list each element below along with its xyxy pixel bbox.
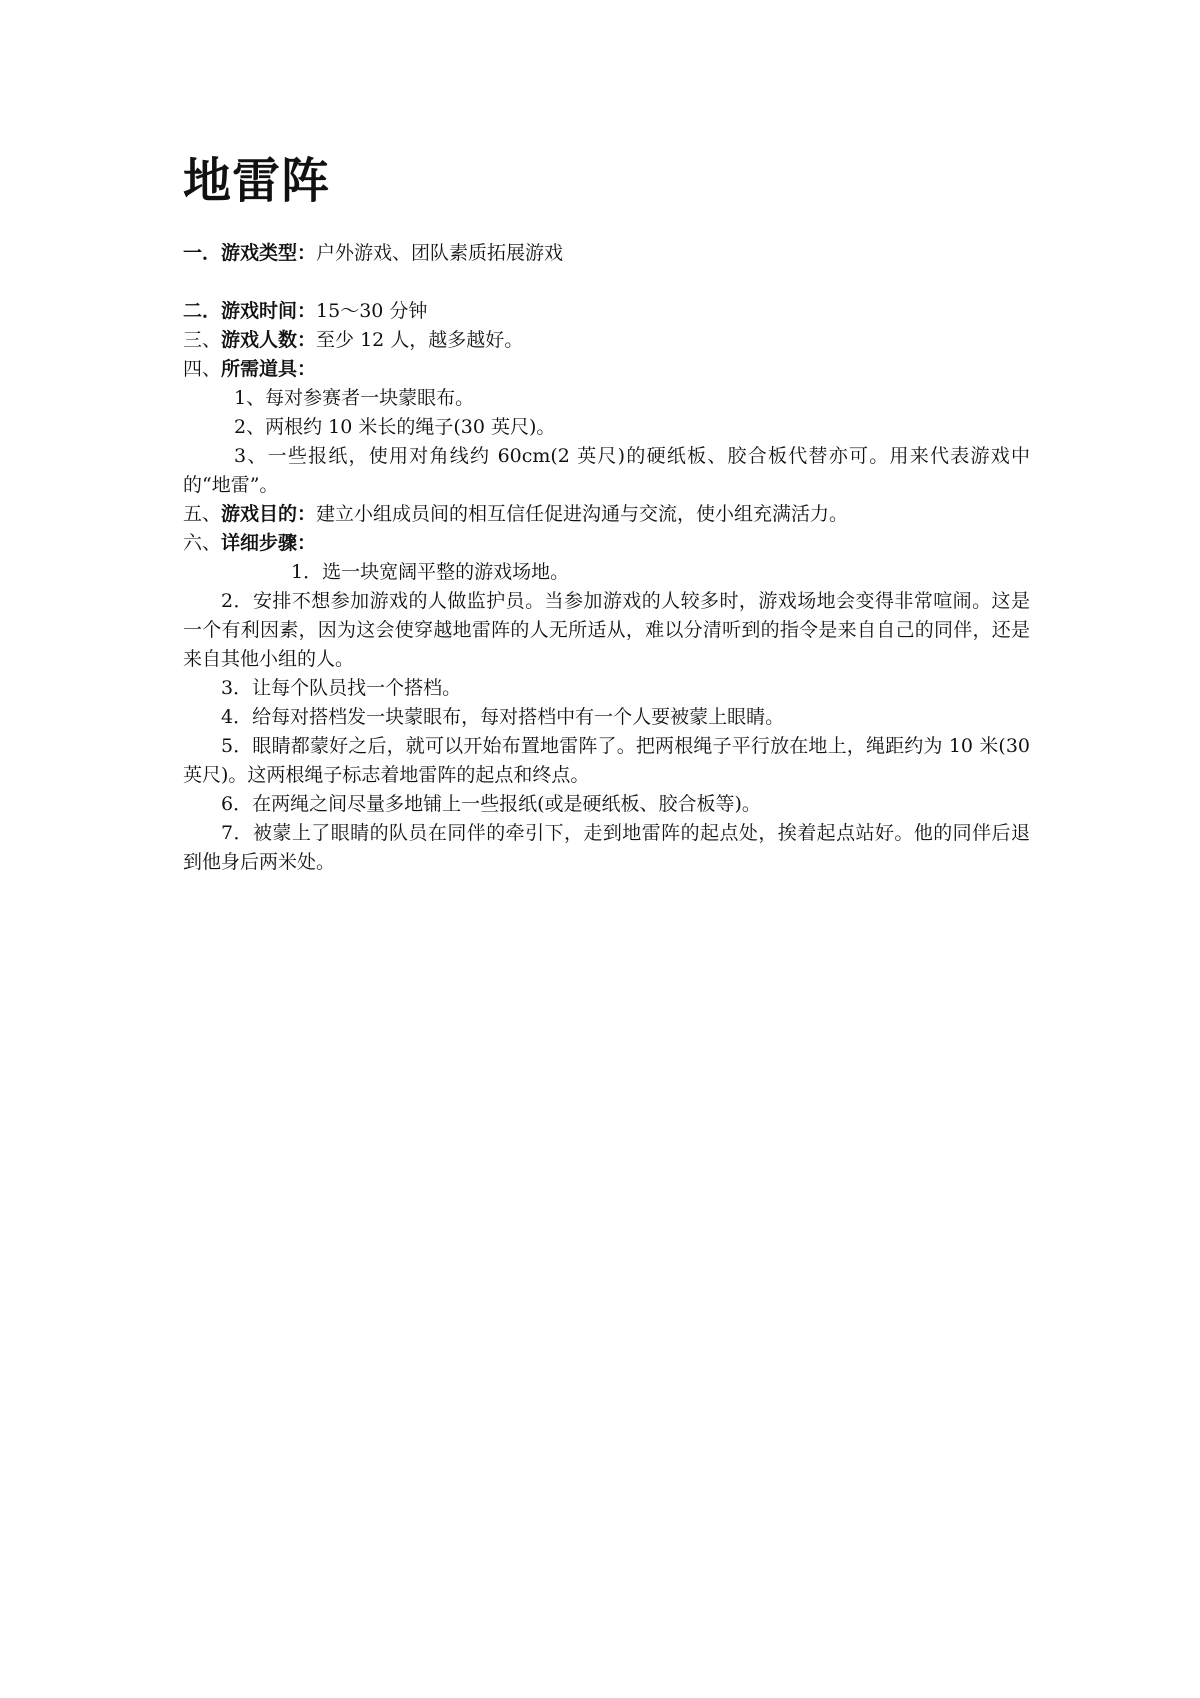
step-item: 3．让每个队员找一个搭档。 <box>221 677 462 699</box>
props-prefix: 四、 <box>183 358 222 380</box>
props-item: 1、每对参赛者一块蒙眼布。 <box>234 387 475 409</box>
steps-heading <box>183 529 1030 558</box>
purpose-value: 建立小组成员间的相互信任促进沟通与交流，使小组充满活力。 <box>316 503 849 525</box>
step-item: 2．安排不想参加游戏的人做监护员。当参加游戏的人较多时，游戏场地会变得非常喧闹。这是一个有利因素，因为这会使穿越地雷阵的人无所适从，难以分清听到的指令是来自自己的同伴，还是来自其他小组的人。 <box>183 590 1030 670</box>
step-item: 6．在两绳之间尽量多地铺上一些报纸(或是硬纸板、胶合板等)。 <box>221 793 761 815</box>
game-type-label: 一．游戏类型： <box>183 242 317 264</box>
steps-prefix: 六、 <box>183 532 222 554</box>
purpose-prefix: 五、 <box>183 503 222 525</box>
game-time-line <box>183 297 1030 326</box>
props-item: 3、一些报纸，使用对角线约 60cm(2 英尺)的硬纸板、胶合板代替亦可。用来代表游戏中的“地雷”。 <box>183 445 1030 496</box>
players-label: 游戏人数： <box>221 329 317 351</box>
game-time-label: 二．游戏时间： <box>183 300 317 322</box>
step-item: 1．选一块宽阔平整的游戏场地。 <box>291 561 570 583</box>
game-type-value: 户外游戏、团队素质拓展游戏 <box>316 242 564 264</box>
purpose-label: 游戏目的： <box>221 503 317 525</box>
purpose-line <box>183 500 1030 529</box>
document-title: 地雷阵 <box>183 153 331 209</box>
props-label: 所需道具： <box>221 358 317 380</box>
game-type-line <box>183 239 1030 268</box>
steps-label: 详细步骤： <box>221 532 317 554</box>
game-time-value: 15～30 分钟 <box>316 300 428 322</box>
step-item: 5．眼睛都蒙好之后，就可以开始布置地雷阵了。把两根绳子平行放在地上，绳距约为 10 米(30 英尺)。这两根绳子标志着地雷阵的起点和终点。 <box>183 735 1030 786</box>
players-value: 至少 12 人，越多越好。 <box>316 329 524 351</box>
step-item: 7．被蒙上了眼睛的队员在同伴的牵引下，走到地雷阵的起点处，挨着起点站好。他的同伴后退到他身后两米处。 <box>183 822 1030 873</box>
props-heading <box>183 355 1030 384</box>
props-item: 2、两根约 10 米长的绳子(30 英尺)。 <box>234 416 556 438</box>
section-gap <box>183 268 1030 297</box>
players-prefix: 三、 <box>183 329 222 351</box>
document-page <box>183 150 1030 877</box>
step-item: 4．给每对搭档发一块蒙眼布，每对搭档中有一个人要被蒙上眼睛。 <box>221 706 785 728</box>
players-line <box>183 326 1030 355</box>
